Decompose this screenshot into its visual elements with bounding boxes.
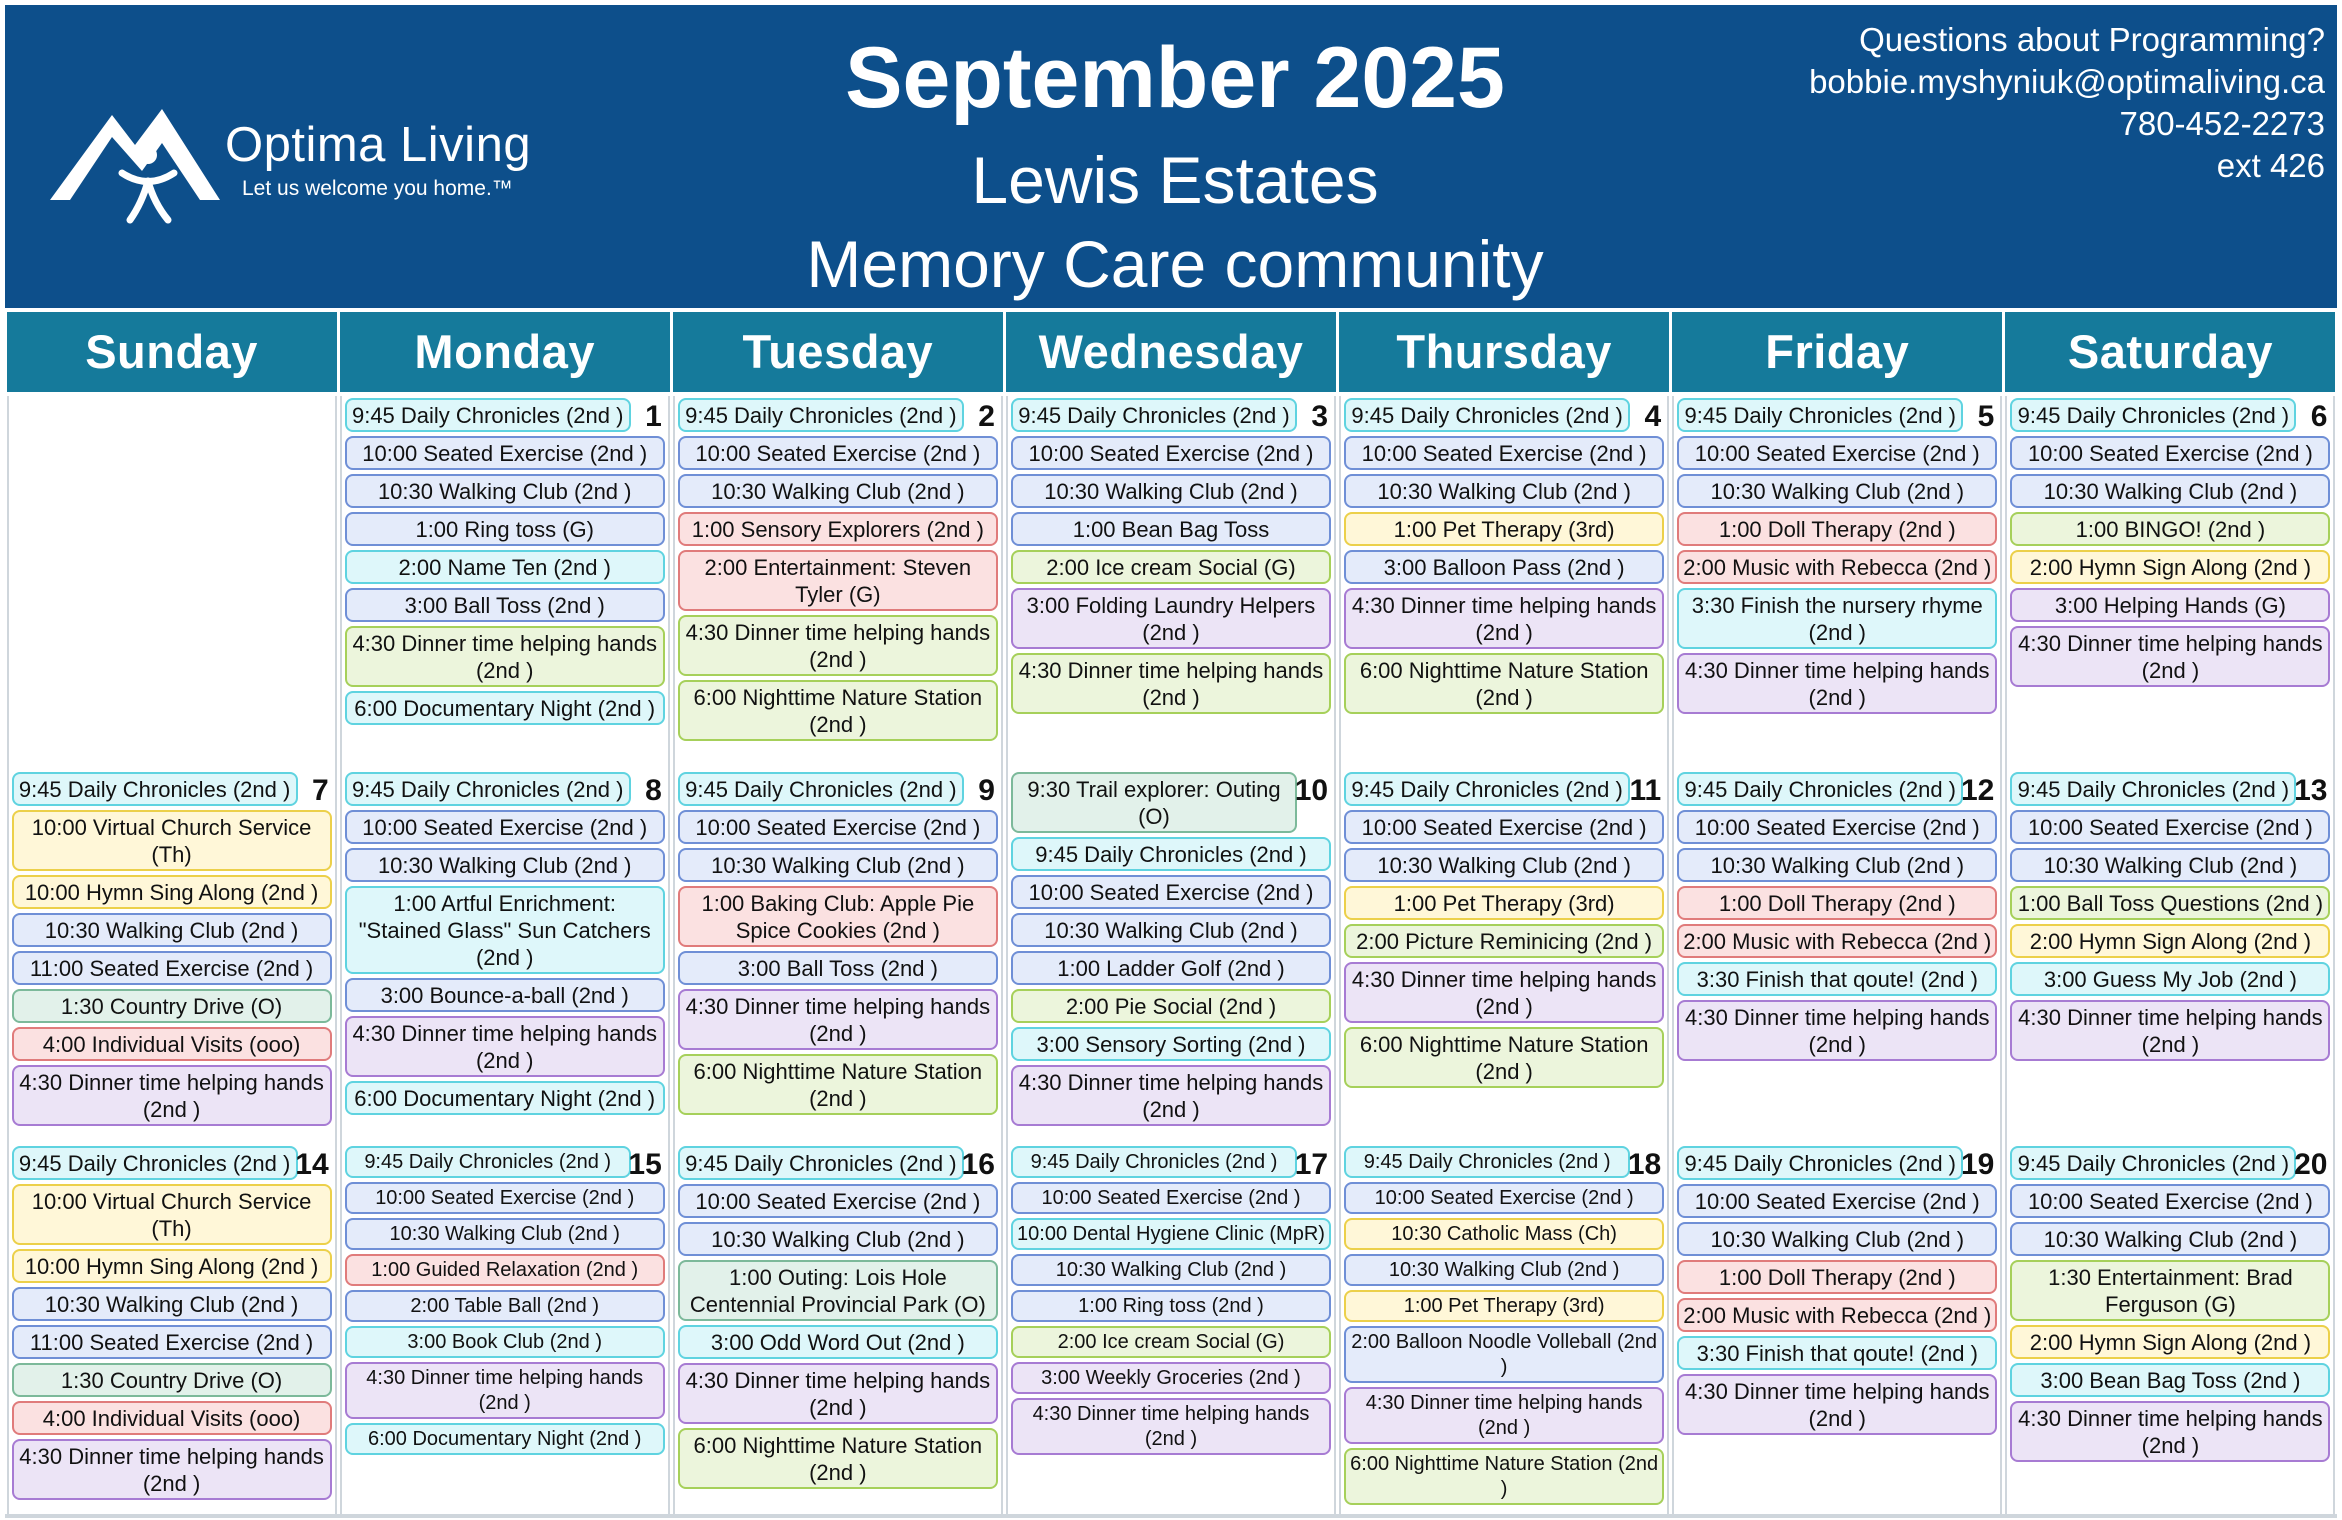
event-item: 3:00 Guess My Job (2nd ) — [2010, 962, 2330, 996]
event-item: 4:30 Dinner time helping hands (2nd ) — [12, 1439, 332, 1500]
event-item: 10:00 Hymn Sing Along (2nd ) — [12, 875, 332, 909]
community-subtitle: Memory Care community — [806, 227, 1544, 301]
day-cell — [7, 1144, 337, 1514]
event-item: 9:45 Daily Chronicles (2nd ) — [678, 398, 964, 432]
event-item: 10:00 Dental Hygiene Clinic (MpR) — [1011, 1218, 1331, 1250]
event-item: 11:00 Seated Exercise (2nd ) — [12, 951, 332, 985]
event-item: 10:30 Walking Club (2nd ) — [12, 1287, 332, 1321]
event-item: 1:30 Country Drive (O) — [12, 989, 332, 1023]
event-item: 10:00 Seated Exercise (2nd ) — [1011, 436, 1331, 470]
day-number: 16 — [961, 1148, 995, 1181]
event-item: 2:00 Ice cream Social (G) — [1011, 550, 1331, 584]
week-row — [5, 770, 2337, 1144]
event-item: 4:30 Dinner time helping hands (2nd ) — [2010, 1000, 2330, 1061]
event-item: 3:00 Bounce-a-ball (2nd ) — [345, 978, 665, 1012]
event-item: 1:00 Ring toss (2nd ) — [1011, 1290, 1331, 1322]
day-cell — [1672, 396, 2002, 770]
day-number: 11 — [1629, 774, 1662, 807]
event-item: 6:00 Nighttime Nature Station (2nd ) — [1344, 1448, 1664, 1505]
day-number: 13 — [2294, 774, 2328, 807]
event-item: 6:00 Documentary Night (2nd ) — [345, 691, 665, 725]
event-item: 3:00 Weekly Groceries (2nd ) — [1011, 1362, 1331, 1394]
weekday-thursday: Thursday — [1339, 312, 1669, 392]
event-item: 9:45 Daily Chronicles (2nd ) — [678, 772, 964, 806]
event-item: 2:00 Picture Reminicing (2nd ) — [1344, 924, 1664, 958]
day-cell — [2005, 1144, 2335, 1514]
day-number: 20 — [2294, 1148, 2328, 1181]
event-item: 4:30 Dinner time helping hands (2nd ) — [345, 1362, 665, 1419]
optima-living-logo — [50, 95, 570, 225]
event-item: 9:45 Daily Chronicles (2nd ) — [345, 772, 631, 806]
day-cell — [340, 1144, 670, 1514]
logo-tagline: Let us welcome you home.™ — [242, 177, 513, 200]
event-item: 2:00 Music with Rebecca (2nd ) — [1677, 1298, 1997, 1332]
day-cell — [1672, 1144, 2002, 1514]
event-item: 4:30 Dinner time helping hands (2nd ) — [345, 1016, 665, 1077]
event-item: 3:00 Ball Toss (2nd ) — [345, 588, 665, 622]
event-item: 1:00 Pet Therapy (3rd) — [1344, 512, 1664, 546]
event-item: 9:45 Daily Chronicles (2nd ) — [345, 1146, 631, 1178]
event-item: 10:00 Seated Exercise (2nd ) — [345, 436, 665, 470]
day-number: 3 — [1311, 400, 1329, 433]
event-item: 1:00 Artful Enrichment: "Stained Glass" Sun Catchers (2nd ) — [345, 886, 665, 974]
event-item: 10:00 Seated Exercise (2nd ) — [2010, 810, 2330, 844]
event-item: 4:30 Dinner time helping hands (2nd ) — [12, 1065, 332, 1126]
event-item: 9:45 Daily Chronicles (2nd ) — [12, 1146, 298, 1180]
event-item: 4:30 Dinner time helping hands (2nd ) — [1011, 653, 1331, 714]
event-item: 3:00 Bean Bag Toss (2nd ) — [2010, 1363, 2330, 1397]
event-item: 3:30 Finish that qoute! (2nd ) — [1677, 1336, 1997, 1370]
event-item: 2:00 Music with Rebecca (2nd ) — [1677, 924, 1997, 958]
event-item: 9:30 Trail explorer: Outing (O) — [1011, 772, 1297, 833]
day-cell — [673, 396, 1003, 770]
event-item: 10:30 Walking Club (2nd ) — [12, 913, 332, 947]
event-item: 10:30 Walking Club (2nd ) — [2010, 474, 2330, 508]
day-number: 17 — [1294, 1148, 1329, 1181]
event-item: 10:30 Walking Club (2nd ) — [1344, 1254, 1664, 1286]
event-item: 10:00 Seated Exercise (2nd ) — [1344, 1182, 1664, 1214]
event-item: 10:30 Walking Club (2nd ) — [1677, 1222, 1997, 1256]
event-item: 3:00 Ball Toss (2nd ) — [678, 951, 998, 985]
event-item: 6:00 Nighttime Nature Station (2nd ) — [1344, 1027, 1664, 1088]
event-item: 4:30 Dinner time helping hands (2nd ) — [2010, 1401, 2330, 1462]
day-cell — [1006, 1144, 1336, 1514]
event-item: 3:00 Sensory Sorting (2nd ) — [1011, 1027, 1331, 1061]
day-cell — [1006, 396, 1336, 770]
event-item: 4:30 Dinner time helping hands (2nd ) — [1344, 588, 1664, 649]
event-item: 9:45 Daily Chronicles (2nd ) — [12, 772, 298, 806]
event-item: 4:30 Dinner time helping hands (2nd ) — [1677, 653, 1997, 714]
event-item: 4:30 Dinner time helping hands (2nd ) — [1677, 1000, 1997, 1061]
event-item: 1:00 Doll Therapy (2nd ) — [1677, 512, 1997, 546]
event-item: 9:45 Daily Chronicles (2nd ) — [1344, 1146, 1630, 1178]
grid-bottom-border — [5, 1514, 2337, 1518]
day-number: 8 — [645, 774, 662, 807]
contact-email[interactable]: bobbie.myshyniuk@optimaliving.ca — [1809, 63, 2325, 100]
day-cell — [7, 396, 337, 770]
event-item: 1:30 Country Drive (O) — [12, 1363, 332, 1397]
calendar-header — [5, 5, 2337, 308]
contact-question: Questions about Programming? — [1859, 21, 2325, 58]
event-item: 10:00 Seated Exercise (2nd ) — [678, 436, 998, 470]
event-item: 11:00 Seated Exercise (2nd ) — [12, 1325, 332, 1359]
contact-phone: 780-452-2273 — [2119, 105, 2325, 142]
event-item: 10:30 Catholic Mass (Ch) — [1344, 1218, 1664, 1250]
event-item: 9:45 Daily Chronicles (2nd ) — [1344, 398, 1630, 432]
event-item: 4:30 Dinner time helping hands (2nd ) — [1677, 1374, 1997, 1435]
event-item: 10:30 Walking Club (2nd ) — [1344, 474, 1664, 508]
event-item: 3:00 Odd Word Out (2nd ) — [678, 1325, 998, 1359]
weekday-header-row — [5, 312, 2337, 392]
event-item: 9:45 Daily Chronicles (2nd ) — [678, 1146, 964, 1180]
event-item: 1:00 Pet Therapy (3rd) — [1344, 1290, 1664, 1322]
event-item: 9:45 Daily Chronicles (2nd ) — [2010, 772, 2296, 806]
event-item: 2:00 Ice cream Social (G) — [1011, 1326, 1331, 1358]
event-item: 9:45 Daily Chronicles (2nd ) — [1011, 1146, 1297, 1178]
event-item: 10:00 Virtual Church Service (Th) — [12, 810, 332, 871]
event-item: 10:00 Seated Exercise (2nd ) — [1011, 1182, 1331, 1214]
event-item: 1:00 Pet Therapy (3rd) — [1344, 886, 1664, 920]
day-number: 14 — [295, 1148, 329, 1181]
event-item: 4:00 Individual Visits (ooo) — [12, 1401, 332, 1435]
event-item: 9:45 Daily Chronicles (2nd ) — [2010, 1146, 2296, 1180]
event-item: 1:30 Entertainment: Brad Ferguson (G) — [2010, 1260, 2330, 1321]
event-item: 10:30 Walking Club (2nd ) — [2010, 1222, 2330, 1256]
event-item: 10:30 Walking Club (2nd ) — [1011, 474, 1331, 508]
logo-brand-name: Optima Living — [225, 118, 532, 172]
event-item: 10:30 Walking Club (2nd ) — [345, 474, 665, 508]
event-item: 2:00 Hymn Sign Along (2nd ) — [2010, 550, 2330, 584]
event-item: 9:45 Daily Chronicles (2nd ) — [1677, 1146, 1963, 1180]
day-cell — [2005, 396, 2335, 770]
event-item: 6:00 Nighttime Nature Station (2nd ) — [678, 1428, 998, 1489]
event-item: 4:30 Dinner time helping hands (2nd ) — [1344, 1387, 1664, 1444]
event-item: 10:30 Walking Club (2nd ) — [1677, 474, 1997, 508]
calendar-grid — [5, 392, 2337, 1516]
event-item: 6:00 Nighttime Nature Station (2nd ) — [678, 680, 998, 741]
event-item: 10:00 Seated Exercise (2nd ) — [1344, 810, 1664, 844]
weekday-friday: Friday — [1672, 312, 2002, 392]
contact-extension: ext 426 — [2216, 147, 2325, 184]
event-item: 10:00 Seated Exercise (2nd ) — [678, 810, 998, 844]
event-item: 1:00 Baking Club: Apple Pie Spice Cookies (2nd ) — [678, 886, 998, 947]
day-number: 9 — [978, 774, 995, 807]
event-item: 6:00 Documentary Night (2nd ) — [345, 1081, 665, 1115]
event-item: 2:00 Hymn Sign Along (2nd ) — [2010, 924, 2330, 958]
weekday-wednesday: Wednesday — [1006, 312, 1336, 392]
event-item: 4:30 Dinner time helping hands (2nd ) — [678, 989, 998, 1050]
event-item: 1:00 Ladder Golf (2nd ) — [1011, 951, 1331, 985]
weekday-sunday: Sunday — [7, 312, 337, 392]
event-item: 1:00 Ring toss (G) — [345, 512, 665, 546]
event-item: 9:45 Daily Chronicles (2nd ) — [2010, 398, 2296, 432]
event-item: 10:30 Walking Club (2nd ) — [1344, 848, 1664, 882]
event-item: 10:00 Seated Exercise (2nd ) — [345, 1182, 665, 1214]
event-item: 3:00 Helping Hands (G) — [2010, 588, 2330, 622]
day-number: 19 — [1960, 1148, 1995, 1181]
event-item: 10:00 Seated Exercise (2nd ) — [1677, 1184, 1997, 1218]
event-item: 3:30 Finish that qoute! (2nd ) — [1677, 962, 1997, 996]
event-item: 10:00 Seated Exercise (2nd ) — [1677, 436, 1997, 470]
event-item: 10:30 Walking Club (2nd ) — [345, 1218, 665, 1250]
event-item: 4:00 Individual Visits (ooo) — [12, 1027, 332, 1061]
title-block — [565, 5, 1785, 303]
event-item: 2:00 Pie Social (2nd ) — [1011, 989, 1331, 1023]
weekday-saturday: Saturday — [2005, 312, 2335, 392]
week-row — [5, 1144, 2337, 1514]
event-item: 10:00 Seated Exercise (2nd ) — [1344, 436, 1664, 470]
day-cell — [7, 770, 337, 1144]
event-item: 10:30 Walking Club (2nd ) — [678, 1222, 998, 1256]
event-item: 3:00 Balloon Pass (2nd ) — [1344, 550, 1664, 584]
event-item: 2:00 Entertainment: Steven Tyler (G) — [678, 550, 998, 611]
event-item: 2:00 Music with Rebecca (2nd ) — [1677, 550, 1997, 584]
event-item: 4:30 Dinner time helping hands (2nd ) — [2010, 626, 2330, 687]
event-item: 4:30 Dinner time helping hands (2nd ) — [345, 626, 665, 687]
event-item: 10:00 Seated Exercise (2nd ) — [2010, 1184, 2330, 1218]
weekday-monday: Monday — [340, 312, 670, 392]
event-item: 1:00 Sensory Explorers (2nd ) — [678, 512, 998, 546]
event-item: 1:00 Ball Toss Questions (2nd ) — [2010, 886, 2330, 920]
day-number: 12 — [1960, 774, 1995, 807]
event-item: 10:00 Seated Exercise (2nd ) — [2010, 436, 2330, 470]
event-item: 10:00 Seated Exercise (2nd ) — [345, 810, 665, 844]
event-item: 2:00 Name Ten (2nd ) — [345, 550, 665, 584]
calendar-month-title: September 2025 — [845, 30, 1505, 126]
event-item: 1:00 Doll Therapy (2nd ) — [1677, 886, 1997, 920]
day-number: 7 — [311, 774, 329, 807]
event-item: 2:00 Balloon Noodle Volleball (2nd ) — [1344, 1326, 1664, 1383]
day-number: 4 — [1644, 400, 1662, 433]
event-item: 9:45 Daily Chronicles (2nd ) — [1011, 398, 1297, 432]
day-cell — [2005, 770, 2335, 1144]
event-item: 10:00 Hymn Sing Along (2nd ) — [12, 1249, 332, 1283]
day-cell — [340, 396, 670, 770]
day-cell — [1339, 396, 1669, 770]
day-number: 5 — [1977, 400, 1995, 433]
contact-info — [1809, 19, 2325, 187]
event-item: 10:00 Virtual Church Service (Th) — [12, 1184, 332, 1245]
event-item: 6:00 Nighttime Nature Station (2nd ) — [678, 1054, 998, 1115]
day-number: 15 — [628, 1148, 662, 1181]
event-item: 9:45 Daily Chronicles (2nd ) — [1344, 772, 1630, 806]
event-item: 9:45 Daily Chronicles (2nd ) — [345, 398, 631, 432]
event-item: 1:00 Outing: Lois Hole Centennial Provincial Park (O) — [678, 1260, 998, 1321]
event-item: 4:30 Dinner time helping hands (2nd ) — [1011, 1065, 1331, 1126]
event-item: 6:00 Nighttime Nature Station (2nd ) — [1344, 653, 1664, 714]
event-item: 10:30 Walking Club (2nd ) — [345, 848, 665, 882]
event-item: 1:00 Guided Relaxation (2nd ) — [345, 1254, 665, 1286]
week-row — [5, 396, 2337, 770]
event-item: 6:00 Documentary Night (2nd ) — [345, 1423, 665, 1455]
event-item: 10:00 Seated Exercise (2nd ) — [678, 1184, 998, 1218]
event-item: 10:30 Walking Club (2nd ) — [1011, 913, 1331, 947]
community-location: Lewis Estates — [971, 143, 1379, 217]
day-cell — [1339, 1144, 1669, 1514]
event-item: 10:00 Seated Exercise (2nd ) — [1677, 810, 1997, 844]
event-item: 1:00 BINGO! (2nd ) — [2010, 512, 2330, 546]
event-item: 9:45 Daily Chronicles (2nd ) — [1677, 772, 1963, 806]
event-item: 10:30 Walking Club (2nd ) — [678, 848, 998, 882]
day-number: 10 — [1294, 774, 1329, 807]
event-item: 4:30 Dinner time helping hands (2nd ) — [1344, 962, 1664, 1023]
event-item: 9:45 Daily Chronicles (2nd ) — [1677, 398, 1963, 432]
day-number: 6 — [2310, 400, 2328, 433]
event-item: 10:00 Seated Exercise (2nd ) — [1011, 875, 1331, 909]
event-item: 3:00 Folding Laundry Helpers (2nd ) — [1011, 588, 1331, 649]
event-item: 4:30 Dinner time helping hands (2nd ) — [678, 615, 998, 676]
event-item: 4:30 Dinner time helping hands (2nd ) — [1011, 1398, 1331, 1455]
event-item: 10:30 Walking Club (2nd ) — [2010, 848, 2330, 882]
day-cell — [1339, 770, 1669, 1144]
event-item: 3:30 Finish the nursery rhyme (2nd ) — [1677, 588, 1997, 649]
day-number: 2 — [978, 400, 995, 433]
event-item: 9:45 Daily Chronicles (2nd ) — [1011, 837, 1331, 871]
day-cell — [673, 1144, 1003, 1514]
event-item: 1:00 Bean Bag Toss — [1011, 512, 1331, 546]
day-number: 1 — [645, 400, 662, 433]
event-item: 3:00 Book Club (2nd ) — [345, 1326, 665, 1358]
day-cell — [673, 770, 1003, 1144]
day-cell — [1006, 770, 1336, 1144]
day-number: 18 — [1627, 1148, 1662, 1181]
weekday-tuesday: Tuesday — [673, 312, 1003, 392]
day-cell — [1672, 770, 2002, 1144]
event-item: 4:30 Dinner time helping hands (2nd ) — [678, 1363, 998, 1424]
day-cell — [340, 770, 670, 1144]
event-item: 2:00 Table Ball (2nd ) — [345, 1290, 665, 1322]
event-item: 2:00 Hymn Sign Along (2nd ) — [2010, 1325, 2330, 1359]
event-item: 10:30 Walking Club (2nd ) — [1011, 1254, 1331, 1286]
event-item: 1:00 Doll Therapy (2nd ) — [1677, 1260, 1997, 1294]
mountain-person-icon — [50, 95, 220, 225]
event-item: 10:30 Walking Club (2nd ) — [1677, 848, 1997, 882]
event-item: 10:30 Walking Club (2nd ) — [678, 474, 998, 508]
